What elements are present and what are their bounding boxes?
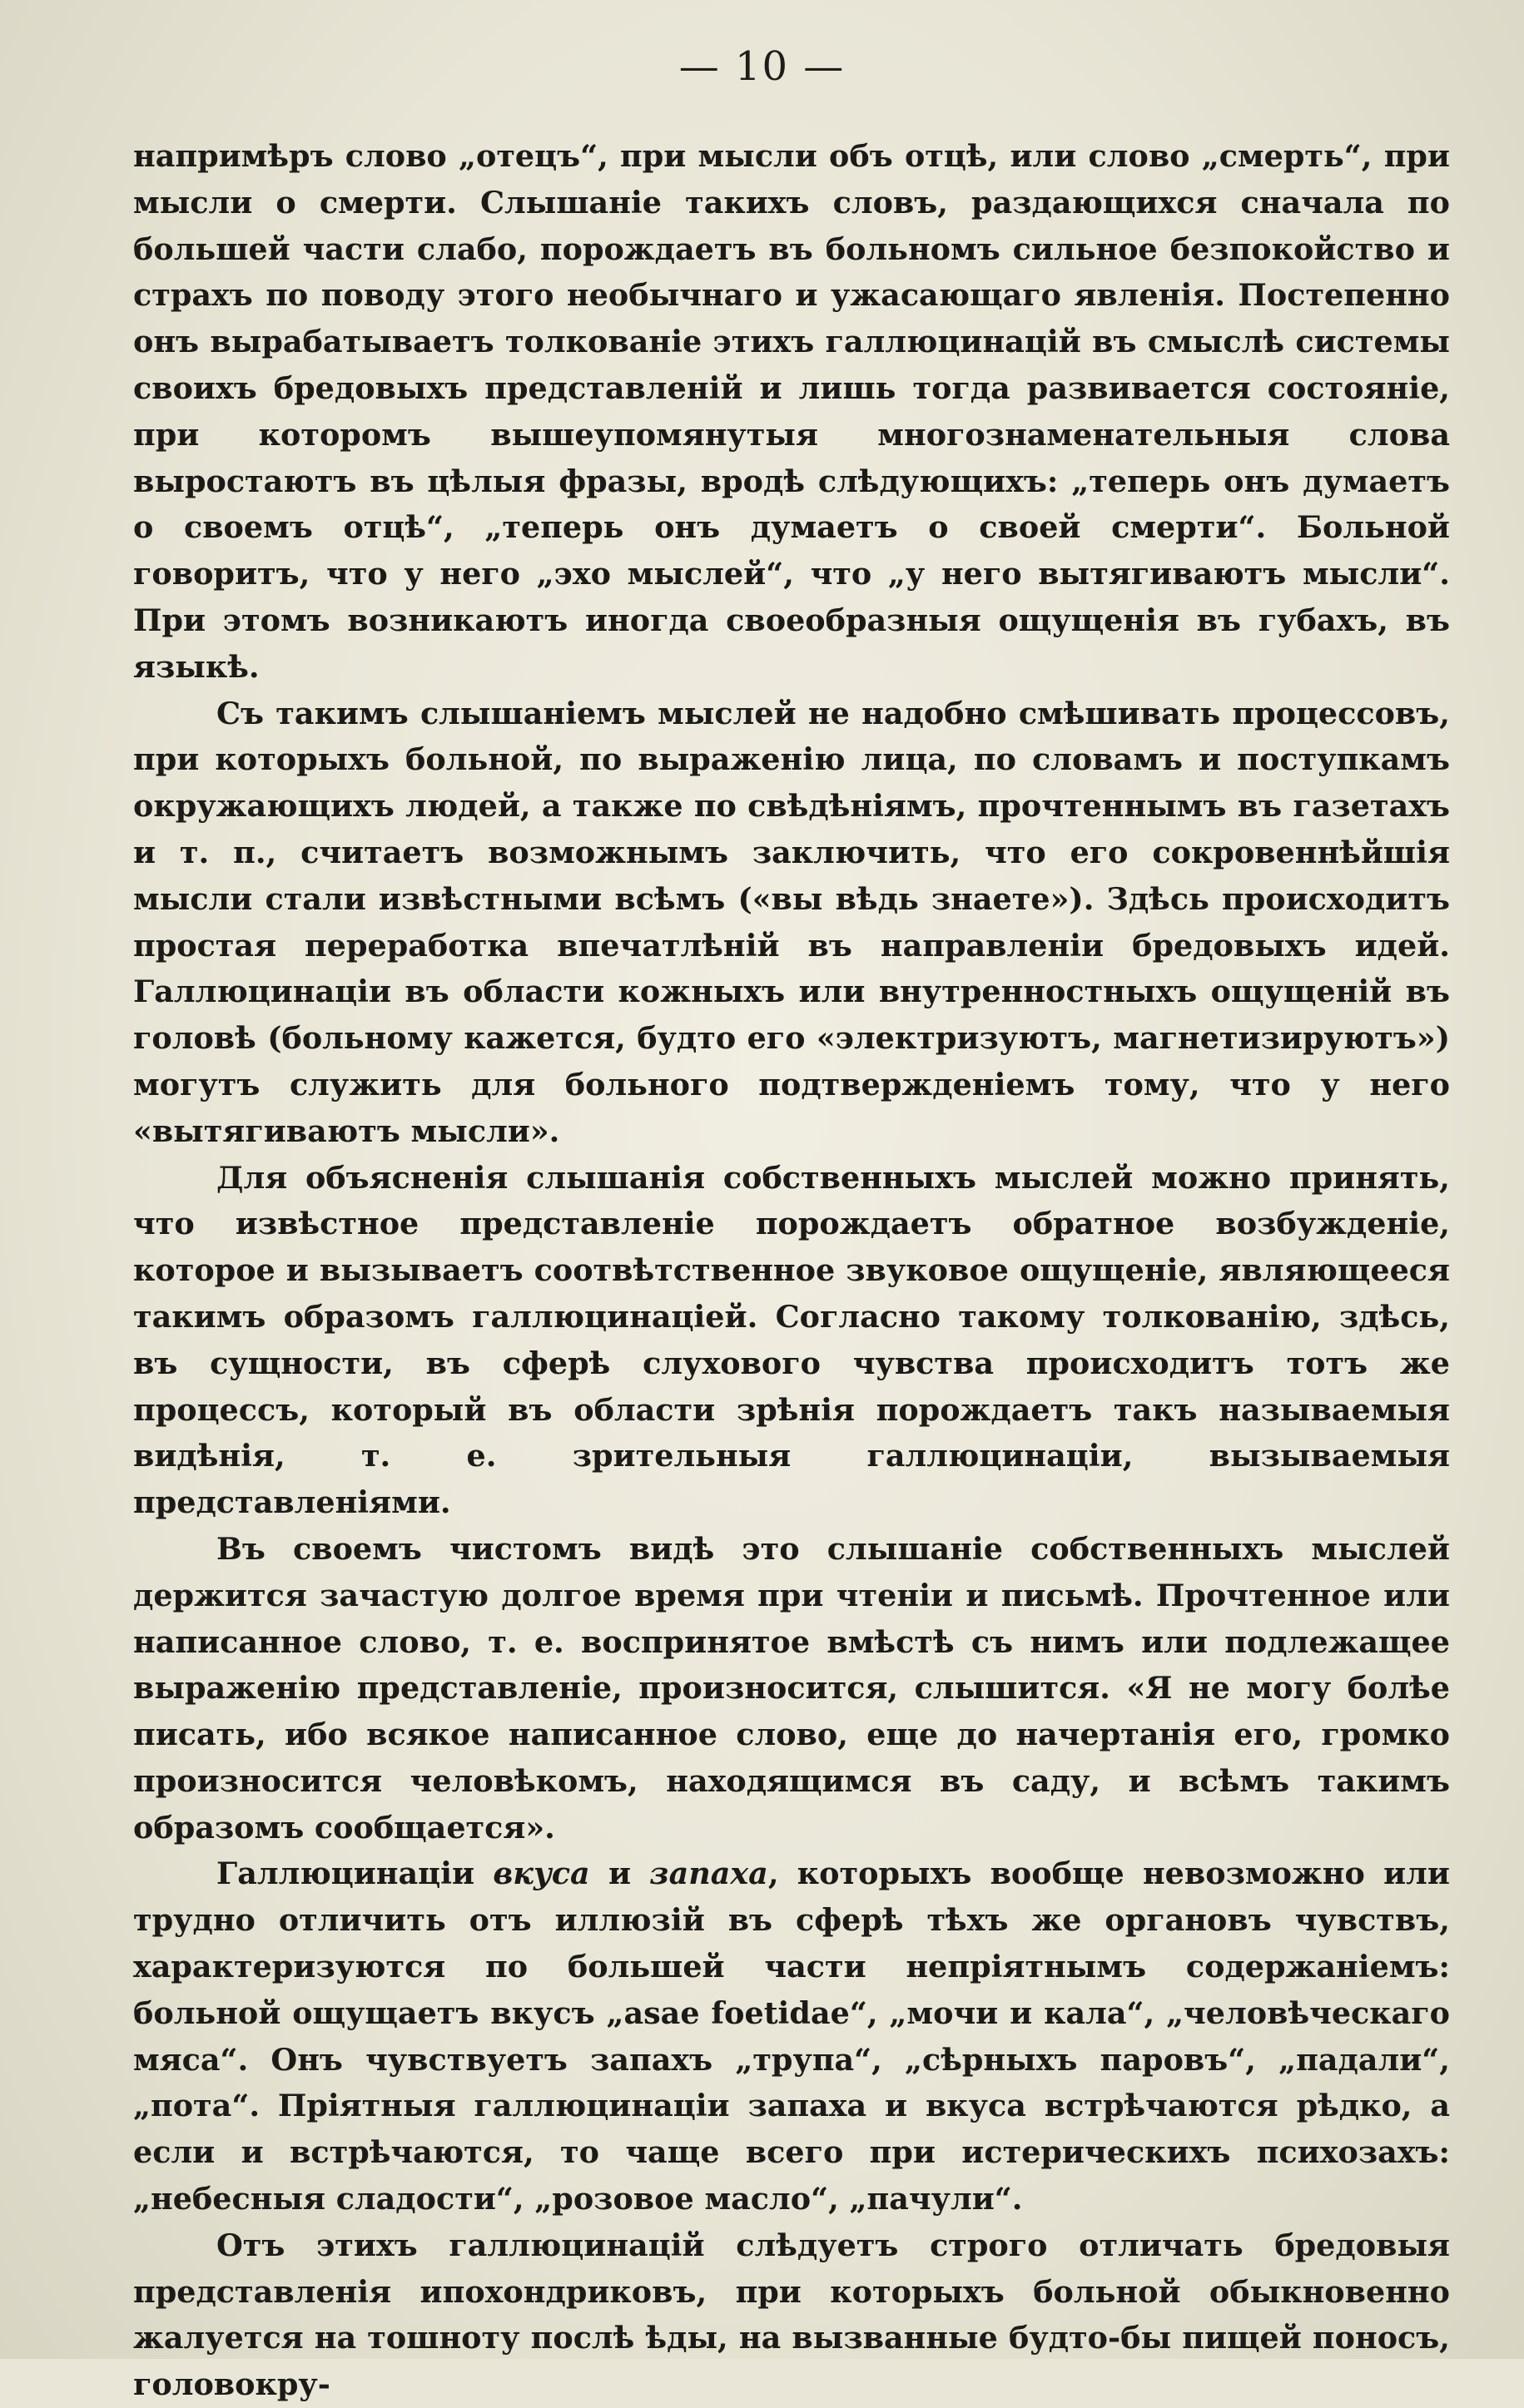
paragraph-3: Для объясненiя слышанiя собственныхъ мыслей можно принять, что извѣстное представленiе порождаетъ обратное возбужденiе, которое и вызываетъ соотвѣтственное звуковое ощущенiе, являющееся такимъ образомъ галлюцинацiей. Согласно такому толкованiю, здѣсь, въ сущности, въ сферѣ слухового чувства происходитъ тотъ же процессъ, который въ области зрѣнiя порождаетъ такъ называемыя видѣнiя, т. е. зрительныя галлюцинацiи, вызываемыя представленiями.: [133, 1159, 1450, 1521]
italic-term-smell: запаха: [649, 1856, 768, 1892]
paragraph-1: напримѣръ слово „отецъ“, при мысли объ отцѣ, или слово „смерть“, при мысли о смерти. Слышанiе такихъ словъ, раздающихся сначала по большей части слабо, порождаетъ въ больномъ сильное безпокойство и страхъ по поводу этого необычнаго и ужасающаго явленiя. Постепенно онъ вырабатываетъ толкованiе этихъ галлюцинацiй въ смыслѣ системы своихъ бредовыхъ представленiй и лишь тогда развивается состоянiе, при которомъ вышеупомянутыя многознаменательныя слова выростаютъ въ цѣлыя фразы, вродѣ слѣдующихъ: „теперь онъ думаетъ о своемъ отцѣ“, „теперь онъ думаетъ о своей смерти“. Больной говоритъ, что у него „эхо мыслей“, что „у него вытягиваютъ мысли“. При этомъ возникаютъ иногда своеобразныя ощущенiя въ губахъ, въ языкѣ.: [133, 138, 1450, 685]
paragraph-5-conjunction: и: [589, 1856, 650, 1892]
page-text: [133, 133, 1450, 2408]
paragraph-2: Съ такимъ слышанiемъ мыслей не надобно смѣшивать процессовъ, при которыхъ больной, по выраженiю лица, по словамъ и поступкамъ окружающихъ людей, а также по свѣдѣнiямъ, прочтеннымъ въ газетахъ и т. п., считаетъ возможнымъ заключить, что его сокровеннѣйшiя мысли стали извѣстными всѣмъ («вы вѣдь знаете»). Здѣсь происходитъ простая переработка впечатлѣнiй въ направленiи бредовыхъ идей. Галлюцинацiи въ области кожныхъ или внутренностныхъ ощущенiй въ головѣ (больному кажется, будто его «электризуютъ, магнетизируютъ») могутъ служить для больного подтвержденiемъ тому, что у него «вытягиваютъ мысли».: [133, 695, 1450, 1149]
paragraph-5: [133, 1851, 1450, 2222]
paragraph-5-start: Галлюцинацiи: [216, 1856, 494, 1892]
paragraph-4: Въ своемъ чистомъ видѣ это слышанiе собственныхъ мыслей держится зачастую долгое время при чтенiи и письмѣ. Прочтенное или написанное слово, т. е. воспринятое вмѣстѣ съ нимъ или подлежащее выраженiю представленiе, произносится, слышится. «Я не могу болѣе писать, ибо всякое написанное слово, еще до начертанiя его, громко произносится человѣкомъ, находящимся въ саду, и всѣмъ такимъ образомъ сообщается».: [133, 1530, 1450, 1846]
paragraph-5-rest: , которыхъ вообще невозможно или трудно отличить отъ иллюзiй въ сферѣ тѣхъ же органовъ чувствъ, характеризуются по большей части непрiятнымъ содержанiемъ: больной ощущаетъ вкусъ „asae foetidae“, „мочи и кала“, „человѣческаго мяса“. Онъ чувствуетъ запахъ „трупа“, „сѣрныхъ паровъ“, „падали“, „пота“. Прiятныя галлюцинацiи запаха и вкуса встрѣчаются рѣдко, а если и встрѣчаются, то чаще всего при истерическихъ психозахъ: „небесныя сладости“, „розовое масло“, „пачули“.: [133, 1856, 1450, 2217]
page-number: — 10 —: [678, 43, 846, 90]
paragraph-6: Отъ этихъ галлюцинацiй слѣдуетъ строго отличать бредовыя представленiя ипохондриковъ, при которыхъ больной обыкновенно жалуется на тошноту послѣ ѣды, на вызванные будто-бы пищей поносъ, головокру-: [133, 2227, 1450, 2403]
italic-term-taste: вкуса: [493, 1856, 590, 1892]
